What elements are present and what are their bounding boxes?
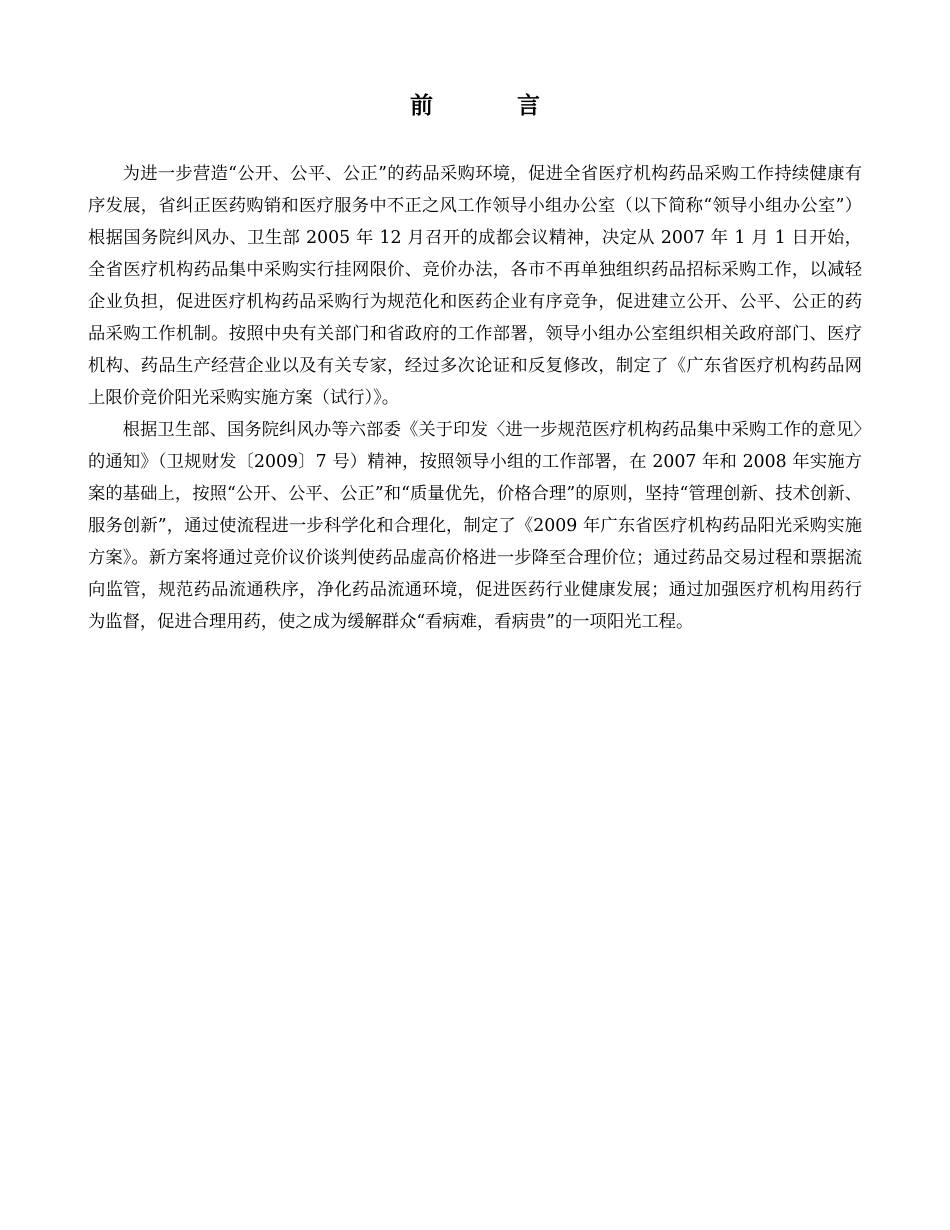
page-title: 前 言 <box>409 93 578 119</box>
paragraph: 根据卫生部、国务院纠风办等六部委《关于印发〈进一步规范医疗机构药品集中采购工作的意见〉的通知》（卫规财发〔2009〕7 号）精神，按照领导小组的工作部署，在 2007 年和 2008 年实施方案的基础上，按照“公开、公平、公正”和“质量优先，价格合理”的原则，坚持“管理创新、技术创新、服务创新”，通过使流程进一步科学化和合理化，制定了《2009 年广东省医疗机构药品阳光采购实施方案》。新方案将通过竞价议价谈判使药品虚高价格进一步降至合理价位；通过药品交易过程和票据流向监管，规范药品流通秩序，净化药品流通环境，促进医药行业健康发展；通过加强医疗机构用药行为监督，促进合理用药，使之成为缓解群众“看病难，看病贵”的一项阳光工程。 <box>88 420 862 632</box>
body-text <box>88 158 862 638</box>
paragraph: 为进一步营造“公开、公平、公正”的药品采购环境，促进全省医疗机构药品采购工作持续健康有序发展，省纠正医药购销和医疗服务中不正之风工作领导小组办公室（以下简称“领导小组办公室”）根据国务院纠风办、卫生部 2005 年 12 月召开的成都会议精神，决定从 2007 年 1 月 1 日开始，全省医疗机构药品集中采购实行挂网限价、竞价办法，各市不再单独组织药品招标采购工作，以减轻企业负担，促进医疗机构药品采购行为规范化和医药企业有序竞争，促进建立公开、公平、公正的药品采购工作机制。按照中央有关部门和省政府的工作部署，领导小组办公室组织相关政府部门、医疗机构、药品生产经营企业以及有关专家，经过多次论证和反复修改，制定了《广东省医疗机构药品网上限价竞价阳光采购实施方案（试行）》。 <box>88 164 862 408</box>
